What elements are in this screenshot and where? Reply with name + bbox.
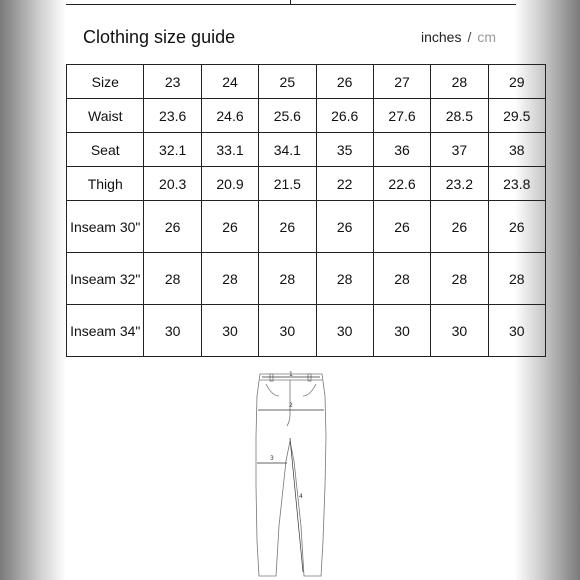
table-cell: 33.1: [201, 133, 258, 167]
table-cell: 29.5: [488, 99, 545, 133]
table-cell: 27.6: [373, 99, 430, 133]
table-cell: 28: [259, 253, 316, 305]
unit-cm-option[interactable]: cm: [477, 29, 496, 45]
table-row: [67, 133, 546, 167]
row-header: Size: [67, 65, 144, 99]
table-cell: 26: [316, 201, 373, 253]
table-cell: 35: [316, 133, 373, 167]
measurement-marker: 3: [270, 455, 274, 462]
table-cell: 23: [144, 65, 201, 99]
table-cell: 30: [144, 305, 201, 357]
size-guide-panel: [66, 0, 531, 580]
table-cell: 26: [373, 201, 430, 253]
table-cell: 32.1: [144, 133, 201, 167]
table-cell: 30: [488, 305, 545, 357]
table-cell: 26: [259, 201, 316, 253]
table-cell: 24: [201, 65, 258, 99]
row-header: Seat: [67, 133, 144, 167]
table-cell: 30: [259, 305, 316, 357]
table-cell: 26: [431, 201, 488, 253]
row-header: Inseam 32": [67, 253, 144, 305]
table-row: [67, 253, 546, 305]
table-cell: 26: [201, 201, 258, 253]
size-table: [66, 64, 546, 357]
table-cell: 27: [373, 65, 430, 99]
table-cell: 25.6: [259, 99, 316, 133]
table-cell: 20.3: [144, 167, 201, 201]
table-cell: 30: [201, 305, 258, 357]
table-cell: 28: [144, 253, 201, 305]
table-cell: 20.9: [201, 167, 258, 201]
table-cell: 34.1: [259, 133, 316, 167]
table-cell: 28: [373, 253, 430, 305]
size-guide-title: Clothing size guide: [83, 27, 236, 47]
table-row: [67, 99, 546, 133]
table-cell: 24.6: [201, 99, 258, 133]
row-header: Inseam 30": [67, 201, 144, 253]
table-cell: 22.6: [373, 167, 430, 201]
table-cell: 28: [431, 65, 488, 99]
table-cell: 30: [316, 305, 373, 357]
table-cell: 30: [431, 305, 488, 357]
table-cell: 25: [259, 65, 316, 99]
table-row: [67, 65, 546, 99]
table-cell: 21.5: [259, 167, 316, 201]
table-cell: 37: [431, 133, 488, 167]
measurement-marker: 4: [299, 493, 303, 500]
table-cell: 23.2: [431, 167, 488, 201]
unit-inches-option[interactable]: inches: [420, 29, 462, 45]
table-cell: 28.5: [431, 99, 488, 133]
table-cell: 28: [431, 253, 488, 305]
unit-separator: /: [467, 29, 472, 45]
row-header: Waist: [67, 99, 144, 133]
table-cell: 29: [488, 65, 545, 99]
table-cell: 28: [316, 253, 373, 305]
table-cell: 23.6: [144, 99, 201, 133]
table-cell: 26: [488, 201, 545, 253]
top-divider: [66, 0, 516, 5]
table-cell: 28: [201, 253, 258, 305]
row-header: Inseam 34": [67, 305, 144, 357]
table-cell: 23.8: [488, 167, 545, 201]
unit-toggle: [421, 29, 496, 45]
table-cell: 26.6: [316, 99, 373, 133]
jeans-measurement-diagram: [246, 366, 336, 580]
table-cell: 30: [373, 305, 430, 357]
measurement-marker: 2: [289, 402, 293, 409]
table-cell: 38: [488, 133, 545, 167]
table-cell: 22: [316, 167, 373, 201]
table-cell: 26: [316, 65, 373, 99]
table-cell: 36: [373, 133, 430, 167]
measurement-marker: 1: [289, 371, 293, 378]
table-row: [67, 201, 546, 253]
row-header: Thigh: [67, 167, 144, 201]
table-cell: 28: [488, 253, 545, 305]
table-row: [67, 305, 546, 357]
table-cell: 26: [144, 201, 201, 253]
table-row: [67, 167, 546, 201]
